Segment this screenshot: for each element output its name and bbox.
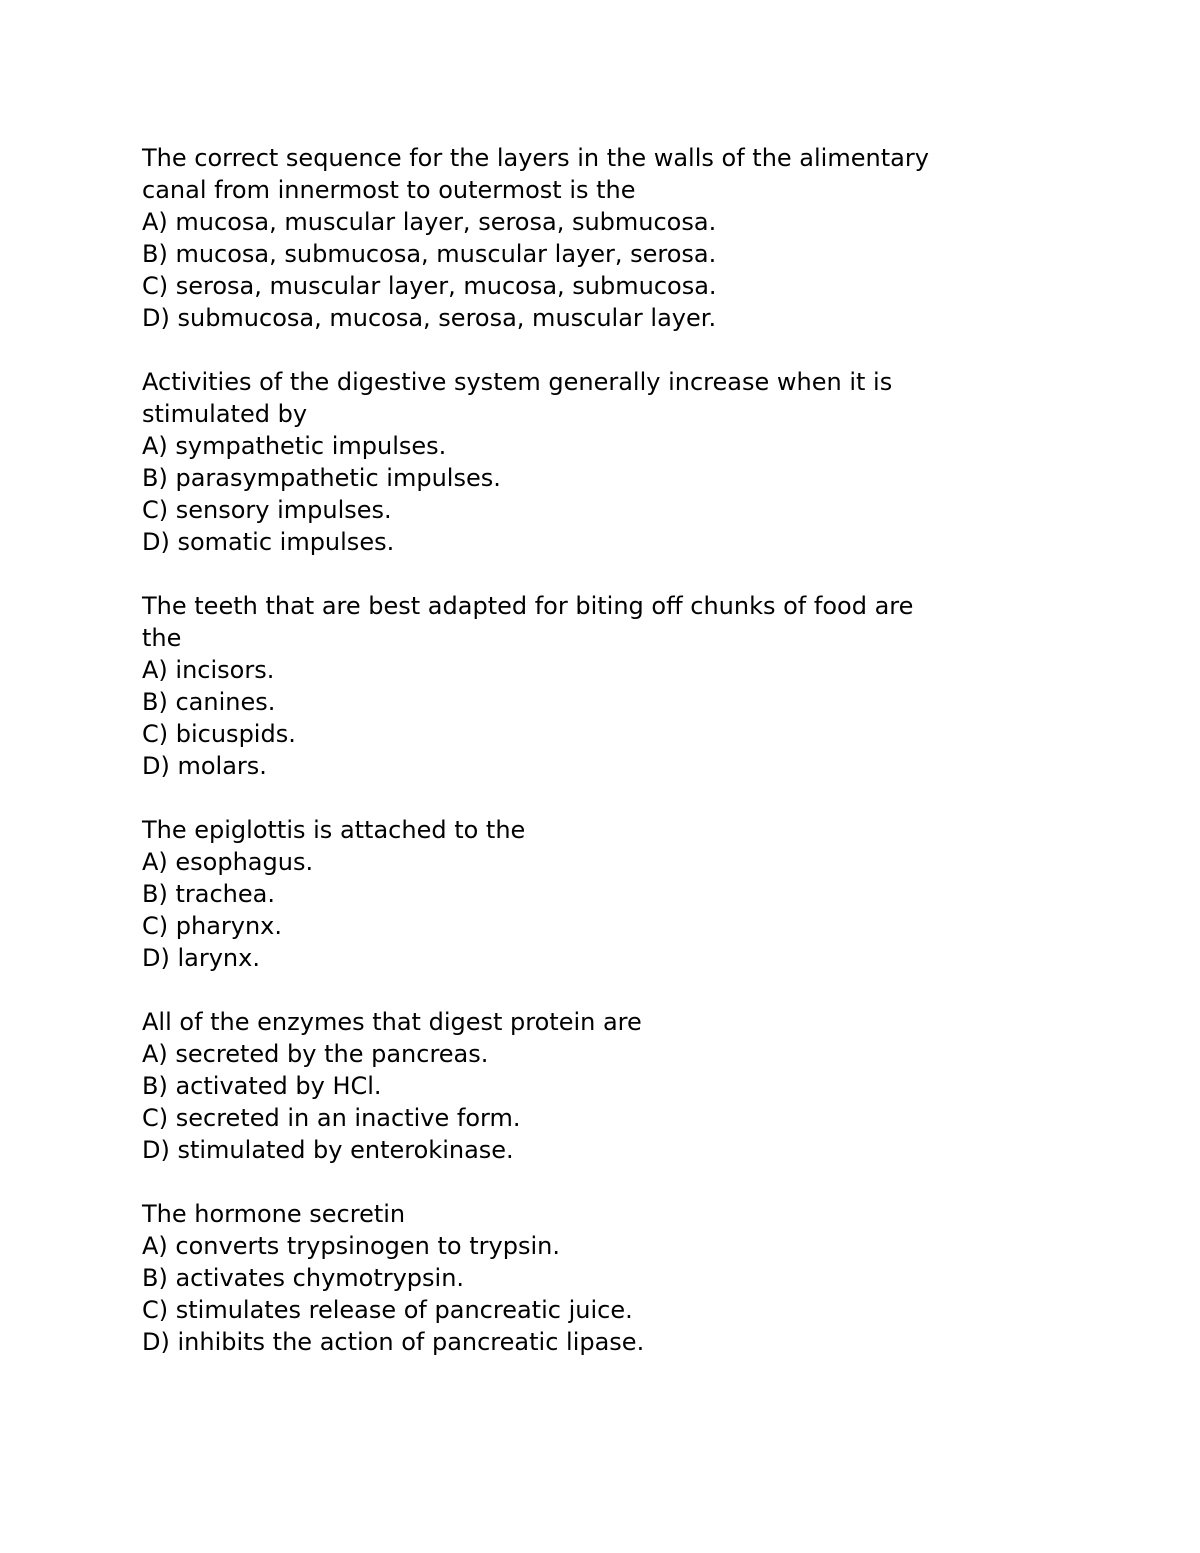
question-5 — [142, 1006, 1102, 1166]
question-1 — [142, 142, 1102, 334]
answer-option-d: D) stimulated by enterokinase. — [142, 1136, 514, 1164]
answer-option-a: A) incisors. — [142, 656, 275, 684]
question-stem-line: the — [142, 624, 182, 652]
answer-option-a: A) sympathetic impulses. — [142, 432, 447, 460]
answer-option-c: C) pharynx. — [142, 912, 283, 940]
answer-option-d: D) molars. — [142, 752, 267, 780]
answer-option-d: D) larynx. — [142, 944, 260, 972]
question-stem-line: stimulated by — [142, 400, 308, 428]
answer-option-c: C) stimulates release of pancreatic juice. — [142, 1296, 633, 1324]
question-stem-line: All of the enzymes that digest protein are — [142, 1008, 642, 1036]
answer-option-d: D) somatic impulses. — [142, 528, 395, 556]
answer-option-a: A) esophagus. — [142, 848, 314, 876]
question-4 — [142, 814, 1102, 974]
answer-option-d: D) inhibits the action of pancreatic lipase. — [142, 1328, 645, 1356]
question-stem-line: The hormone secretin — [142, 1200, 406, 1228]
question-2 — [142, 366, 1102, 558]
question-stem-line: canal from innermost to outermost is the — [142, 176, 636, 204]
question-stem-line: The teeth that are best adapted for biting off chunks of food are — [142, 592, 914, 620]
answer-option-a: A) converts trypsinogen to trypsin. — [142, 1232, 560, 1260]
answer-option-a: A) mucosa, muscular layer, serosa, submucosa. — [142, 208, 717, 236]
answer-option-b: B) activates chymotrypsin. — [142, 1264, 465, 1292]
question-stem-line: The epiglottis is attached to the — [142, 816, 526, 844]
answer-option-b: B) activated by HCl. — [142, 1072, 382, 1100]
question-6 — [142, 1198, 1102, 1358]
answer-option-c: C) bicuspids. — [142, 720, 296, 748]
answer-option-b: B) canines. — [142, 688, 276, 716]
answer-option-c: C) serosa, muscular layer, mucosa, submucosa. — [142, 272, 717, 300]
answer-option-b: B) parasympathetic impulses. — [142, 464, 501, 492]
document-page — [142, 142, 1102, 1390]
answer-option-b: B) trachea. — [142, 880, 275, 908]
answer-option-c: C) secreted in an inactive form. — [142, 1104, 521, 1132]
question-3 — [142, 590, 1102, 782]
question-stem-line: The correct sequence for the layers in the walls of the alimentary — [142, 144, 929, 172]
question-stem-line: Activities of the digestive system generally increase when it is — [142, 368, 893, 396]
answer-option-b: B) mucosa, submucosa, muscular layer, serosa. — [142, 240, 717, 268]
answer-option-a: A) secreted by the pancreas. — [142, 1040, 489, 1068]
answer-option-c: C) sensory impulses. — [142, 496, 392, 524]
answer-option-d: D) submucosa, mucosa, serosa, muscular layer. — [142, 304, 717, 332]
